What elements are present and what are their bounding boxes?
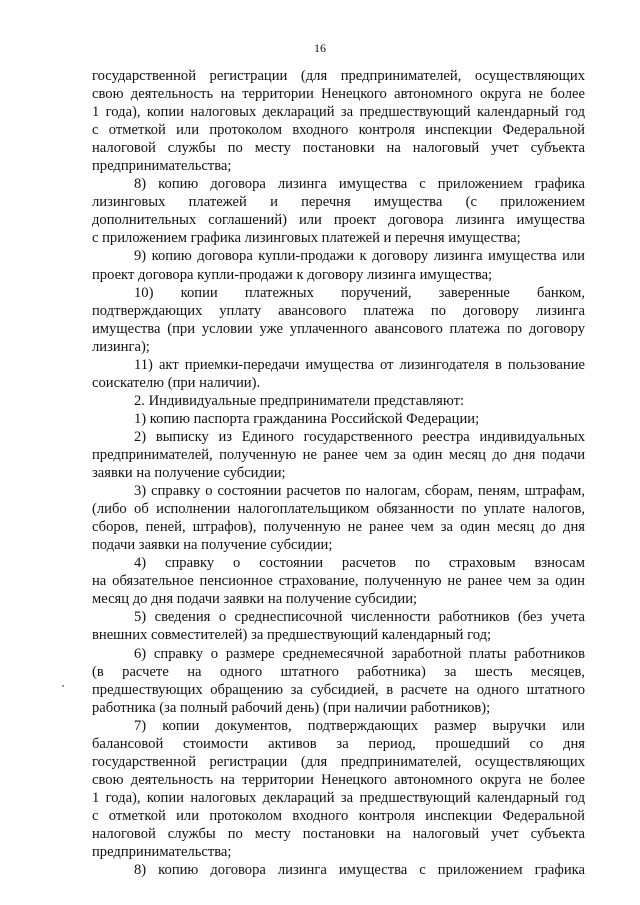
text-line: имущества (при условии уже уплаченного авансового платежа по договору [92, 320, 585, 337]
text-line: 3) справку о состоянии расчетов по налогам, сборам, пеням, штрафам, [134, 483, 585, 500]
text-line: 5) сведения о среднесписочной численности работников (без учета [134, 609, 585, 626]
text-line: с отметкой или протоколом входного контроля инспекции Федеральной [92, 122, 585, 139]
text-line: 1 года), копии налоговых деклараций за предшествующий календарный год [92, 789, 585, 806]
text-line: подачи заявки на получение субсидии; [92, 537, 333, 554]
text-line: с отметкой или протоколом входного контроля инспекции Федеральной [92, 807, 585, 824]
text-line: 6) справку о размере среднемесячной заработной платы работников [134, 645, 585, 662]
text-line: (в расчете на одного штатного работника) за шесть месяцев, [92, 663, 585, 680]
text-line: 1) копию паспорта гражданина Российской Федерации; [134, 410, 480, 427]
text-line: балансовой стоимости активов за период, прошедший со дня [92, 735, 585, 752]
text-line: заявки на получение субсидии; [92, 465, 286, 482]
text-line: предпринимательства; [92, 844, 232, 861]
text-line: подтверждающих уплату авансового платежа по договору лизинга [92, 302, 585, 319]
page-number: 16 [314, 41, 326, 55]
text-line: 2) выписку из Единого государственного реестра индивидуальных [134, 428, 585, 445]
text-line: предпринимательства; [92, 158, 232, 175]
text-line: месяц до дня подачи заявки на получение субсидии; [92, 591, 418, 608]
text-line: предшествующих обращению за субсидией, в расчете на одного штатного [92, 681, 585, 698]
text-line: предпринимателей, полученную не ранее чем за один месяц до дня подачи [92, 446, 585, 463]
text-line: свою деятельность на территории Ненецкого автономного округа не более [92, 86, 585, 103]
text-line: сборов, пеней, штрафов), полученную не ранее чем за один месяц до дня [92, 519, 585, 536]
text-line: с приложением графика лизинговых платежей и перечня имущества; [92, 230, 521, 247]
text-line: проект договора купли-продажи к договору лизинга имущества; [92, 266, 493, 283]
text-line: внешних совместителей) за предшествующий календарный год; [92, 627, 492, 644]
text-line: (либо об исполнении налогоплательщиком обязанности по уплате налогов, [92, 501, 585, 518]
text-line: налоговой службы по месту постановки на налоговый учет субъекта [92, 140, 585, 157]
text-line: 9) копию договора купли-продажи к договору лизинга имущества или [134, 248, 585, 265]
text-line: 8) копию договора лизинга имущества с приложением графика [134, 176, 585, 193]
text-line: 11) акт приемки-передачи имущества от лизингодателя в пользование [134, 356, 585, 373]
text-line: 4) справку о состоянии расчетов по страховым взносам [134, 555, 585, 572]
body-text [92, 67, 585, 879]
text-line: на обязательное пенсионное страхование, полученную не ранее чем за один [92, 573, 585, 590]
text-line: лизинговых платежей и перечня имущества (с приложением [92, 194, 585, 211]
text-line: налоговой службы по месту постановки на налоговый учет субъекта [92, 825, 585, 842]
text-line: 8) копию договора лизинга имущества с приложением графика [134, 862, 585, 879]
text-line: работника (за полный рабочий день) (при наличии работников); [92, 699, 491, 716]
text-line: 1 года), копии налоговых деклараций за предшествующий календарный год [92, 104, 585, 121]
text-line: 2. Индивидуальные предприниматели представляют: [134, 392, 465, 409]
text-line: государственной регистрации (для предпринимателей, осуществляющих [92, 68, 585, 84]
text-line: соискателю (при наличии). [92, 374, 261, 391]
text-line: 10) копии платежных поручений, заверенные банком, [134, 284, 585, 301]
text-line: государственной регистрации (для предпринимателей, осуществляющих [92, 753, 585, 770]
text-line: 7) копии документов, подтверждающих размер выручки или [134, 717, 585, 734]
text-line: дополнительных соглашений) или проект договора лизинга имущества [92, 212, 585, 229]
text-line: свою деятельность на территории Ненецкого автономного округа не более [92, 771, 585, 788]
scan-speck [62, 685, 64, 687]
text-line: лизинга); [92, 338, 150, 355]
